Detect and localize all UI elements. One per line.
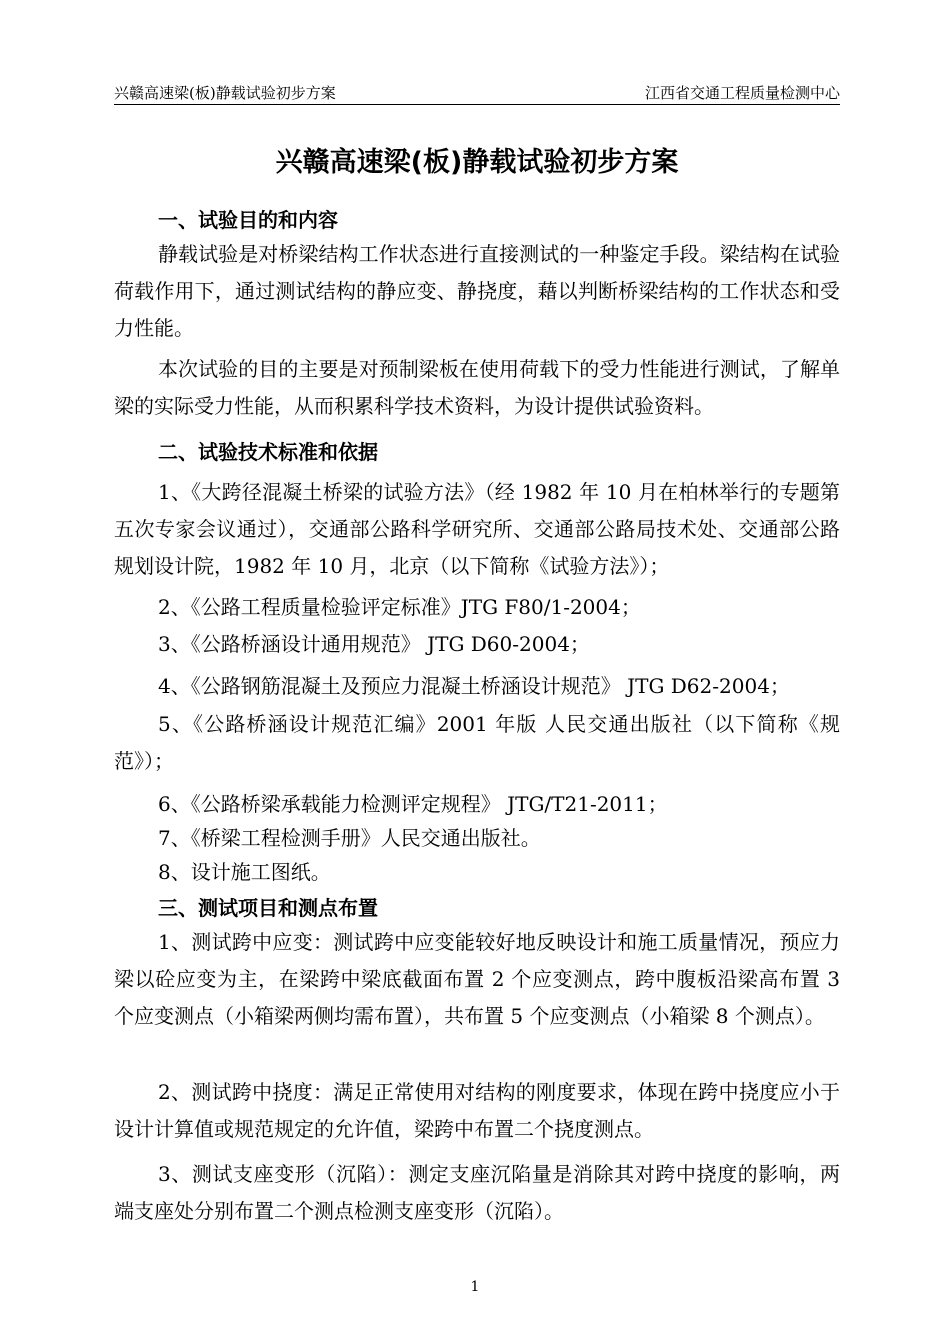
standard-item-4: 4、《公路钢筋混凝土及预应力混凝土桥涵设计规范》 JTG D62-2004；	[158, 674, 790, 698]
section-1-paragraph-1: 静载试验是对桥梁结构工作状态进行直接测试的一种鉴定手段。梁结构在试验荷载作用下，通过测试结构的静应变、静挠度，藉以判断桥梁结构的工作状态和受力性能。	[114, 242, 840, 340]
section-3-paragraph-3: 3、测试支座变形（沉陷）：测定支座沉陷量是消除其对跨中挠度的影响，两端支座处分别布置二个测点检测支座变形（沉陷）。	[114, 1162, 840, 1223]
standard-item-3: 3、《公路桥涵设计通用规范》 JTG D60-2004；	[158, 632, 590, 656]
section-3-paragraph-1: 1、测试跨中应变：测试跨中应变能较好地反映设计和施工质量情况，预应力梁以砼应变为主，在梁跨中梁底截面布置 2 个应变测点，跨中腹板沿梁高布置 3 个应变测点（小箱梁两侧均需布置），共布置 5 个应变测点（小箱梁 8 个测点）。	[114, 930, 840, 1028]
section-1-heading: 一、试验目的和内容	[158, 208, 338, 232]
standard-item-5: 5、《公路桥涵设计规范汇编》2001 年版 人民交通出版社（以下简称《规范》）；	[114, 712, 840, 773]
header-left-text: 兴赣高速梁(板)静载试验初步方案	[114, 84, 336, 102]
page-number: 1	[470, 1279, 480, 1295]
section-1-paragraph-2: 本次试验的目的主要是对预制梁板在使用荷载下的受力性能进行测试，了解单梁的实际受力性能，从而积累科学技术资料，为设计提供试验资料。	[114, 357, 840, 418]
document-title: 兴赣高速梁(板)静载试验初步方案	[275, 147, 679, 178]
header-right-text: 江西省交通工程质量检测中心	[644, 84, 840, 102]
section-2-heading: 二、试验技术标准和依据	[158, 440, 378, 464]
standard-item-7: 7、《桥梁工程检测手册》人民交通出版社。	[158, 826, 541, 850]
section-3-heading: 三、测试项目和测点布置	[158, 896, 378, 920]
page-header	[114, 82, 840, 105]
standard-item-8: 8、设计施工图纸。	[158, 860, 331, 884]
section-3-paragraph-2: 2、测试跨中挠度：满足正常使用对结构的刚度要求，体现在跨中挠度应小于设计计算值或规范规定的允许值，梁跨中布置二个挠度测点。	[114, 1080, 840, 1141]
standard-item-6: 6、《公路桥梁承载能力检测评定规程》 JTG/T21-2011；	[158, 792, 668, 816]
standard-item-1: 1、《大跨径混凝土桥梁的试验方法》（经 1982 年 10 月在柏林举行的专题第五次专家会议通过），交通部公路科学研究所、交通部公路局技术处、交通部公路规划设计院，1982 年 10 月，北京（以下简称《试验方法》）；	[114, 480, 840, 578]
standard-item-2: 2、《公路工程质量检验评定标准》JTG F80/1-2004；	[158, 595, 641, 619]
